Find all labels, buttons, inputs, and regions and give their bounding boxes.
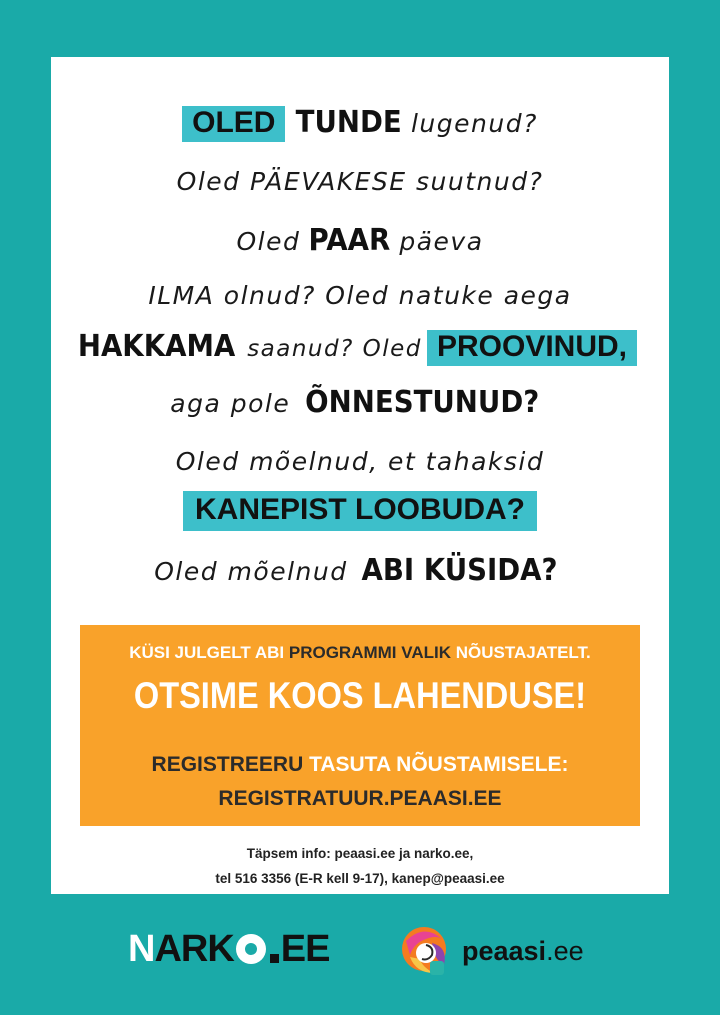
cta-register: REGISTREERU (151, 753, 304, 776)
text-ilma: ILMA olnud? Oled natuke aega (148, 281, 572, 310)
peaasi-logo-text (462, 936, 584, 967)
poem-line-3 (51, 223, 669, 258)
poem-line-2 (51, 167, 669, 196)
poem-line-1 (51, 105, 669, 142)
word-hakkama: HAKKAMA (77, 329, 236, 364)
text-aga-pole: aga pole (170, 389, 291, 418)
poem-line-7 (51, 447, 669, 476)
cta-free: TASUTA NÕUSTAMISELE: (309, 753, 569, 776)
word-onnestunud: ÕNNESTUNUD? (305, 385, 540, 420)
cta-banner (80, 625, 640, 826)
highlight-kanepist: KANEPIST LOOBUDA? (183, 491, 537, 531)
cta-text-c: NÕUSTAJATELT. (455, 643, 591, 662)
cta-line-3 (80, 753, 640, 777)
info-line-1: Täpsem info: peaasi.ee ja narko.ee, (246, 846, 474, 861)
info-line-2: tel 516 3356 (E-R kell 9-17), kanep@peaasi.ee (215, 871, 505, 886)
poem-line-4 (51, 281, 669, 310)
word-abi-kusida: ABI KÜSIDA? (361, 553, 558, 588)
text-saanud: saanud? Oled (247, 336, 422, 362)
word-paeva: päeva (399, 227, 484, 256)
word-oled: Oled (236, 227, 301, 256)
peaasi-head-icon (396, 921, 456, 981)
text-oled-moelnud: Oled mõelnud (154, 557, 348, 586)
cta-headline: OTSIME KOOS LAHENDUSE! (133, 675, 587, 716)
highlight-proovinud: PROOVINUD, (427, 330, 637, 366)
cta-line-1 (80, 643, 640, 663)
poem-line-5 (45, 329, 663, 366)
cta-text-b: PROGRAMMI VALIK (288, 643, 451, 662)
cta-url[interactable]: REGISTRATUUR.PEAASI.EE (218, 787, 502, 810)
poem-line-6 (51, 385, 669, 420)
narko-logo-ee: EE (280, 928, 330, 970)
cta-text-a: KÜSI JULGELT ABI (129, 643, 285, 662)
word-paar: PAAR (309, 223, 391, 258)
poem-line-9 (51, 553, 669, 588)
peaasi-logo-name: peaasi (462, 935, 547, 966)
narko-logo[interactable] (128, 929, 329, 969)
narko-logo-dot (270, 954, 279, 963)
text-paevakese: Oled PÄEVAKESE suutnud? (176, 167, 544, 196)
peaasi-logo-tld: .ee (546, 935, 584, 966)
peaasi-logo[interactable] (396, 921, 584, 981)
poem-line-8 (51, 491, 669, 531)
text-moelnud: Oled mõelnud, et tahaksid (175, 447, 545, 476)
narko-logo-n: N (128, 928, 155, 970)
narko-logo-o-ring (236, 934, 266, 964)
word-tunde: TUNDE (295, 105, 402, 140)
narko-logo-ark: ARK (154, 928, 234, 970)
word-lugenud: lugenud? (410, 109, 538, 138)
highlight-oled: OLED (182, 106, 285, 142)
